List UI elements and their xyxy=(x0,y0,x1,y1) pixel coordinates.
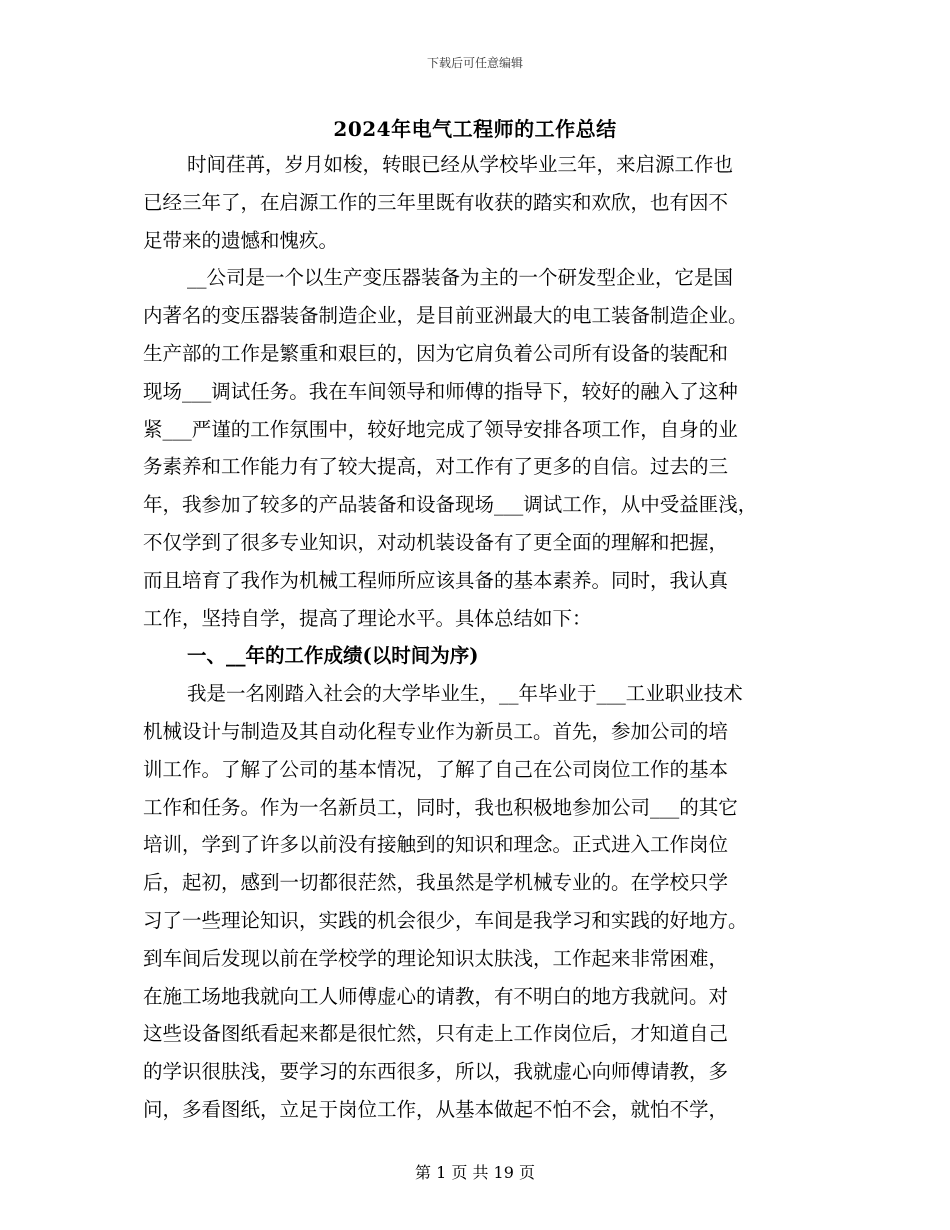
document-title: 2024年电气工程师的工作总结 xyxy=(333,117,617,141)
body-line: 问，多看图纸，立足于岗位工作，从基本做起不怕不会，就怕不学， xyxy=(143,1097,729,1121)
body-line: 不仅学到了很多专业知识，对动机装设备有了更全面的理解和把握， xyxy=(143,530,729,554)
body-line: 时间荏苒，岁月如梭，转眼已经从学校毕业三年，来启源工作也 xyxy=(187,153,734,176)
body-line: 足带来的遗憾和愧疚。 xyxy=(143,228,339,252)
body-line: __公司是一个以生产变压器装备为主的一个研发型企业，它是国 xyxy=(187,266,734,290)
body-line: 工作，坚持自学，提高了理论水平。具体总结如下： xyxy=(143,606,592,630)
body-line: 习了一些理论知识，实践的机会很少，车间是我学习和实践的好地方。 xyxy=(143,908,748,932)
body-line: 的学识很肤浅，要学习的东西很多，所以，我就虚心向师傅请教，多 xyxy=(143,1060,729,1084)
body-line: 这些设备图纸看起来都是很忙然，只有走上工作岗位后，才知道自己 xyxy=(143,1022,729,1046)
body-line: 务素养和工作能力有了较大提高，对工作有了更多的自信。过去的三 xyxy=(143,455,729,479)
section-heading: 一、__年的工作成绩(以时间为序) xyxy=(187,644,479,668)
body-line: 机械设计与制造及其自动化程专业作为新员工。首先，参加公司的培 xyxy=(143,719,729,743)
body-line: 而且培育了我作为机械工程师所应该具备的基本素养。同时，我认真 xyxy=(143,568,729,592)
body-line: 已经三年了，在启源工作的三年里既有收获的踏实和欢欣，也有因不 xyxy=(143,190,729,214)
body-line: 紧___严谨的工作氛围中，较好地完成了领导安排各项工作，自身的业 xyxy=(143,417,738,441)
body-line: 培训，学到了许多以前没有接触到的知识和理念。正式进入工作岗位 xyxy=(143,833,729,857)
page-number: 第 1 页 共 19 页 xyxy=(415,1163,535,1182)
body-line: 训工作。了解了公司的基本情况，了解了自己在公司岗位工作的基本 xyxy=(143,757,729,781)
body-line: 到车间后发现以前在学校学的理论知识太肤浅，工作起来非常困难， xyxy=(143,946,729,970)
body-line: 年，我参加了较多的产品装备和设备现场___调试工作，从中受益匪浅， xyxy=(143,493,758,517)
header-note: 下载后可任意编辑 xyxy=(426,56,523,70)
body-line: 在施工场地我就向工人师傅虚心的请教，有不明白的地方我就问。对 xyxy=(143,984,729,1008)
body-line: 内著名的变压器装备制造企业，是目前亚洲最大的电工装备制造企业。 xyxy=(143,304,748,328)
body-line: 生产部的工作是繁重和艰巨的，因为它肩负着公司所有设备的装配和 xyxy=(143,341,729,365)
body-line: 后，起初，感到一切都很茫然，我虽然是学机械专业的。在学校只学 xyxy=(143,871,729,895)
body-line: 我是一名刚踏入社会的大学毕业生，__年毕业于___工业职业技术 xyxy=(187,682,743,706)
body-line: 工作和任务。作为一名新员工，同时，我也积极地参加公司___的其它 xyxy=(143,795,738,819)
body-line: 现场___调试任务。我在车间领导和师傅的指导下，较好的融入了这种 xyxy=(143,379,738,403)
document-body xyxy=(143,146,823,1129)
